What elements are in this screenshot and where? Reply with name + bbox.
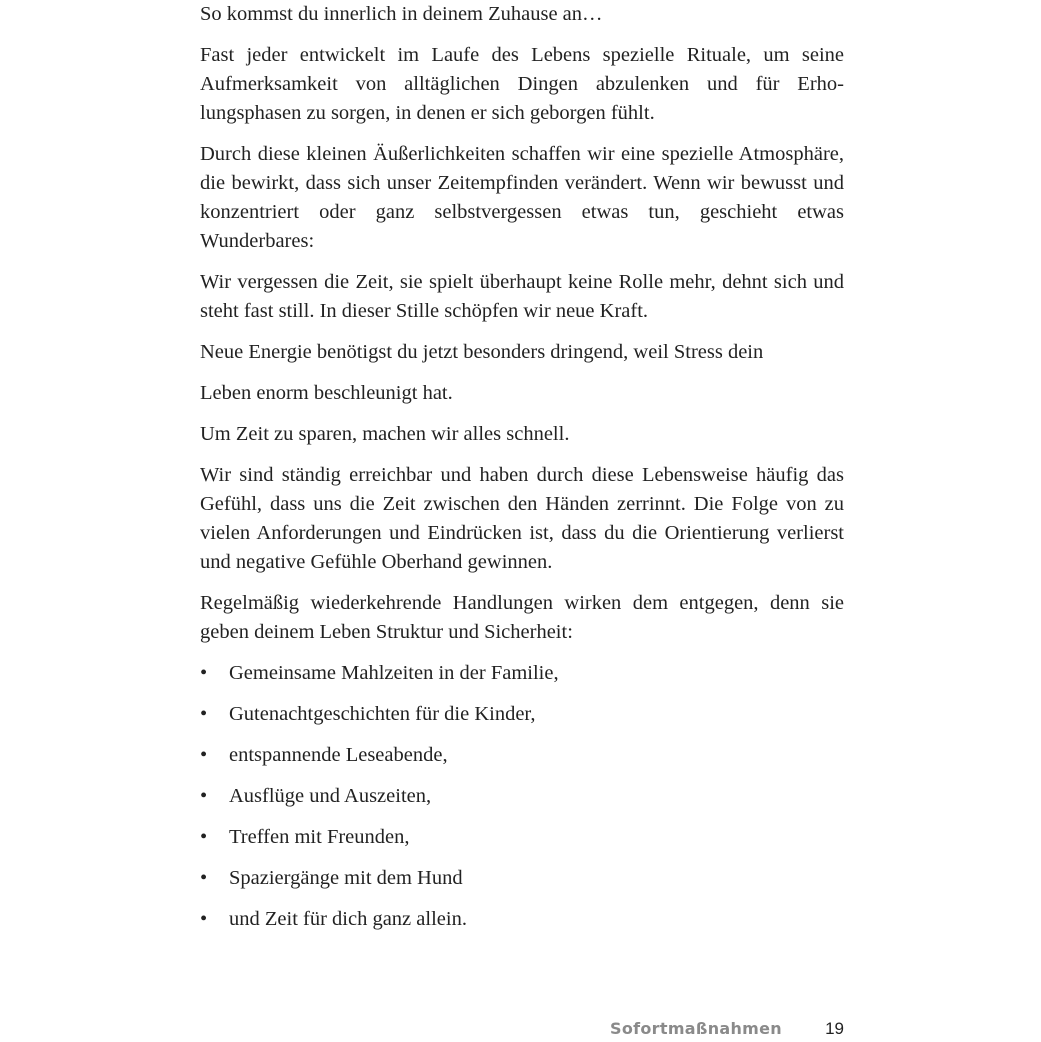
bullet-icon: • bbox=[200, 826, 208, 848]
list-item bbox=[200, 700, 844, 729]
list-item bbox=[200, 864, 844, 893]
paragraph-6: Leben enorm beschleunigt hat. bbox=[200, 382, 453, 404]
list-item bbox=[200, 782, 844, 811]
page-footer bbox=[600, 1016, 844, 1042]
bullet-icon: • bbox=[200, 744, 208, 766]
paragraph-9: Regelmäßig wiederkehrende Handlungen wirken dem entgegen, denn sie geben deinem Leben Struktur und Sicherheit: bbox=[200, 592, 844, 643]
list-item-text: Gemeinsame Mahlzeiten in der Familie, bbox=[229, 662, 559, 684]
list-item bbox=[200, 741, 844, 770]
list-item bbox=[200, 823, 844, 852]
list-item bbox=[200, 905, 844, 934]
paragraph-7: Um Zeit zu sparen, machen wir alles schnell. bbox=[200, 423, 570, 445]
list-item-text: Gutenachtgeschichten für die Kinder, bbox=[229, 703, 536, 725]
list-item-text: Ausflüge und Auszeiten, bbox=[229, 785, 432, 807]
paragraph-4: Wir vergessen die Zeit, sie spielt überhaupt keine Rolle mehr, dehnt sich und steht fast still. In dieser Stille schöpfen wir neue Kraft. bbox=[200, 271, 844, 322]
paragraph-3: Durch diese kleinen Äußerlichkeiten schaffen wir eine spezielle Atmosphäre, die bewirkt, dass sich unser Zeitempfinden verändert. Wenn wir bewusst und konzentriert oder ganz selbstvergessen etwas tun, geschieht etwas Wunderbares: bbox=[200, 143, 844, 252]
ritual-list bbox=[200, 659, 844, 934]
paragraph-5: Neue Energie benötigst du jetzt besonders dringend, weil Stress dein bbox=[200, 341, 764, 363]
page-number: 19 bbox=[825, 1019, 844, 1038]
page-body bbox=[200, 0, 844, 946]
bullet-icon: • bbox=[200, 867, 208, 889]
list-item-text: Treffen mit Freunden, bbox=[229, 826, 410, 848]
list-item-text: Spaziergänge mit dem Hund bbox=[229, 867, 463, 889]
paragraph-8: Wir sind ständig erreichbar und haben durch diese Lebensweise häufig das Gefühl, dass uns die Zeit zwischen den Händen zerrinnt. Die Folge von zu vielen Anforderungen und Eindrücken ist, dass du die Orientierung verlierst und negative Gefühle Oberhand gewinnen. bbox=[200, 464, 844, 573]
list-item-text: entspannende Leseabende, bbox=[229, 744, 448, 766]
list-item-text: und Zeit für dich ganz allein. bbox=[229, 908, 467, 930]
bullet-icon: • bbox=[200, 785, 208, 807]
bullet-icon: • bbox=[200, 703, 208, 725]
bullet-icon: • bbox=[200, 662, 208, 684]
running-footer-title: Sofortmaßnahmen bbox=[610, 1019, 782, 1038]
list-item bbox=[200, 659, 844, 688]
paragraph-1: So kommst du innerlich in deinem Zuhause an… bbox=[200, 3, 603, 25]
paragraph-2: Fast jeder entwickelt im Laufe des Lebens spezielle Rituale, um seine Aufmerksamkeit von alltäglichen Dingen abzulenken und für Erholungsphasen zu sorgen, in denen er sich geborgen fühlt. bbox=[200, 44, 844, 124]
bullet-icon: • bbox=[200, 908, 208, 930]
